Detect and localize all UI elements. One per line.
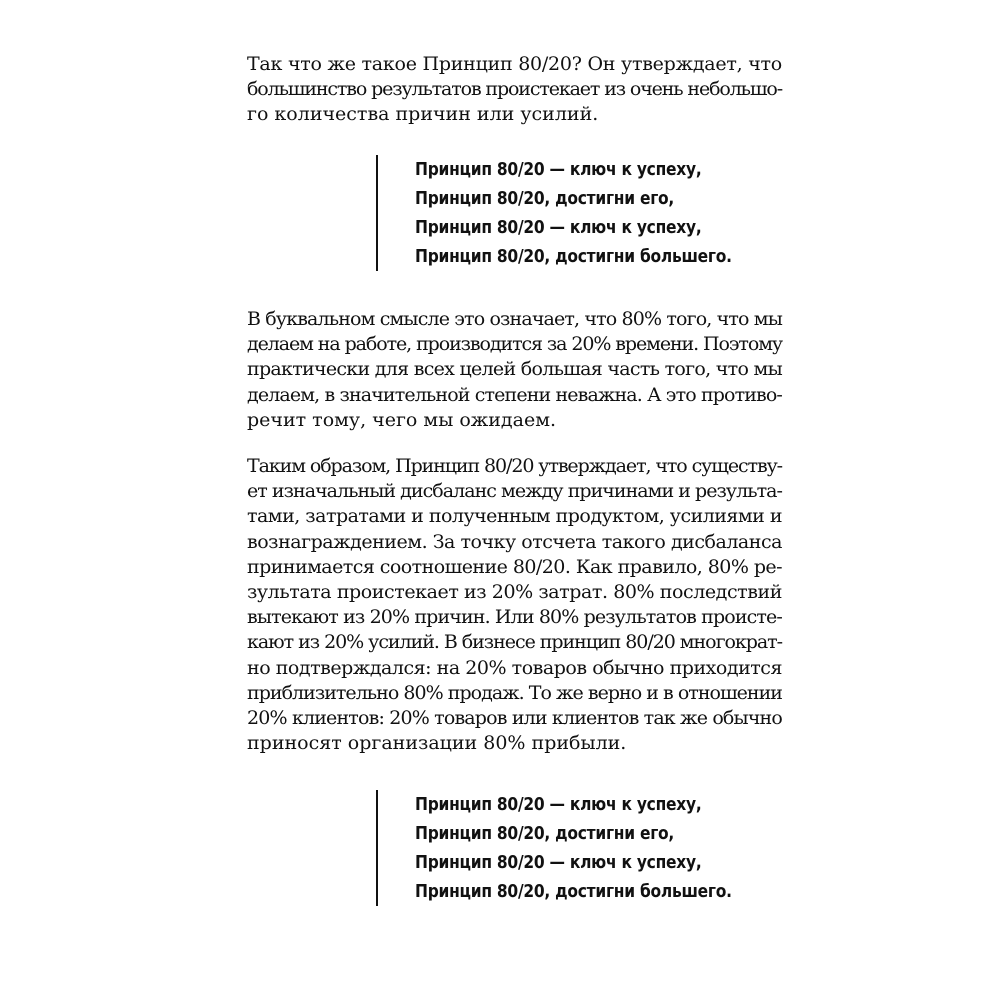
paragraph-intro bbox=[247, 52, 782, 128]
text-line: практически для всех целей большая часть того, что мы bbox=[247, 358, 782, 381]
text-line: кают из 20% усилий. В бизнесе принцип 80/20 многократ- bbox=[247, 631, 782, 654]
verse-block-2 bbox=[376, 790, 783, 906]
verse-block-1 bbox=[376, 155, 783, 271]
text-line: ет изначальный дисбаланс между причинами и результа- bbox=[247, 480, 782, 503]
text-line: делаем, в значительной степени неважна. А это противо- bbox=[247, 383, 782, 406]
text-line: вознаграждением. За точку отсчета такого дисбаланса bbox=[247, 530, 782, 553]
verse-line: Принцип 80/20, достигни большего. bbox=[415, 881, 732, 902]
verse-line: Принцип 80/20, достигни его, bbox=[415, 823, 675, 844]
text-line: приносят организации 80% прибыли. bbox=[247, 732, 627, 755]
text-line: приблизительно 80% продаж. То же верно и в отношении bbox=[247, 681, 782, 704]
text-line: го количества причин или усилий. bbox=[247, 103, 599, 126]
text-line: зультата проистекает из 20% затрат. 80% последствий bbox=[247, 581, 782, 604]
verse-line: Принцип 80/20, достигни большего. bbox=[415, 246, 732, 267]
verse-line: Принцип 80/20 — ключ к успеху, bbox=[415, 159, 702, 180]
verse-line: Принцип 80/20 — ключ к успеху, bbox=[415, 217, 702, 238]
verse-line: Принцип 80/20 — ключ к успеху, bbox=[415, 852, 702, 873]
paragraph-meaning bbox=[247, 307, 782, 433]
text-line: вытекают из 20% причин. Или 80% результатов происте- bbox=[247, 606, 782, 629]
verse-line: Принцип 80/20 — ключ к успеху, bbox=[415, 794, 702, 815]
verse-line: Принцип 80/20, достигни его, bbox=[415, 188, 675, 209]
text-line: делаем на работе, производится за 20% времени. Поэтому bbox=[247, 333, 782, 356]
text-line: В буквальном смысле это означает, что 80% того, что мы bbox=[247, 308, 782, 330]
text-line: принимается соотношение 80/20. Как правило, 80% ре- bbox=[247, 555, 782, 578]
text-line: Так что же такое Принцип 80/20? Он утверждает, что bbox=[247, 53, 782, 75]
text-line: тами, затратами и полученным продуктом, усилиями и bbox=[247, 505, 782, 528]
text-line: но подтверждался: на 20% товаров обычно приходится bbox=[247, 656, 782, 679]
text-line: большинство результатов проистекает из очень небольшо- bbox=[247, 78, 782, 101]
paragraph-imbalance bbox=[247, 454, 782, 756]
text-line: 20% клиентов: 20% товаров или клиентов так же обычно bbox=[247, 707, 782, 730]
text-line: Таким образом, Принцип 80/20 утверждает, что существу- bbox=[247, 455, 782, 477]
text-line: речит тому, чего мы ожидаем. bbox=[247, 408, 557, 431]
